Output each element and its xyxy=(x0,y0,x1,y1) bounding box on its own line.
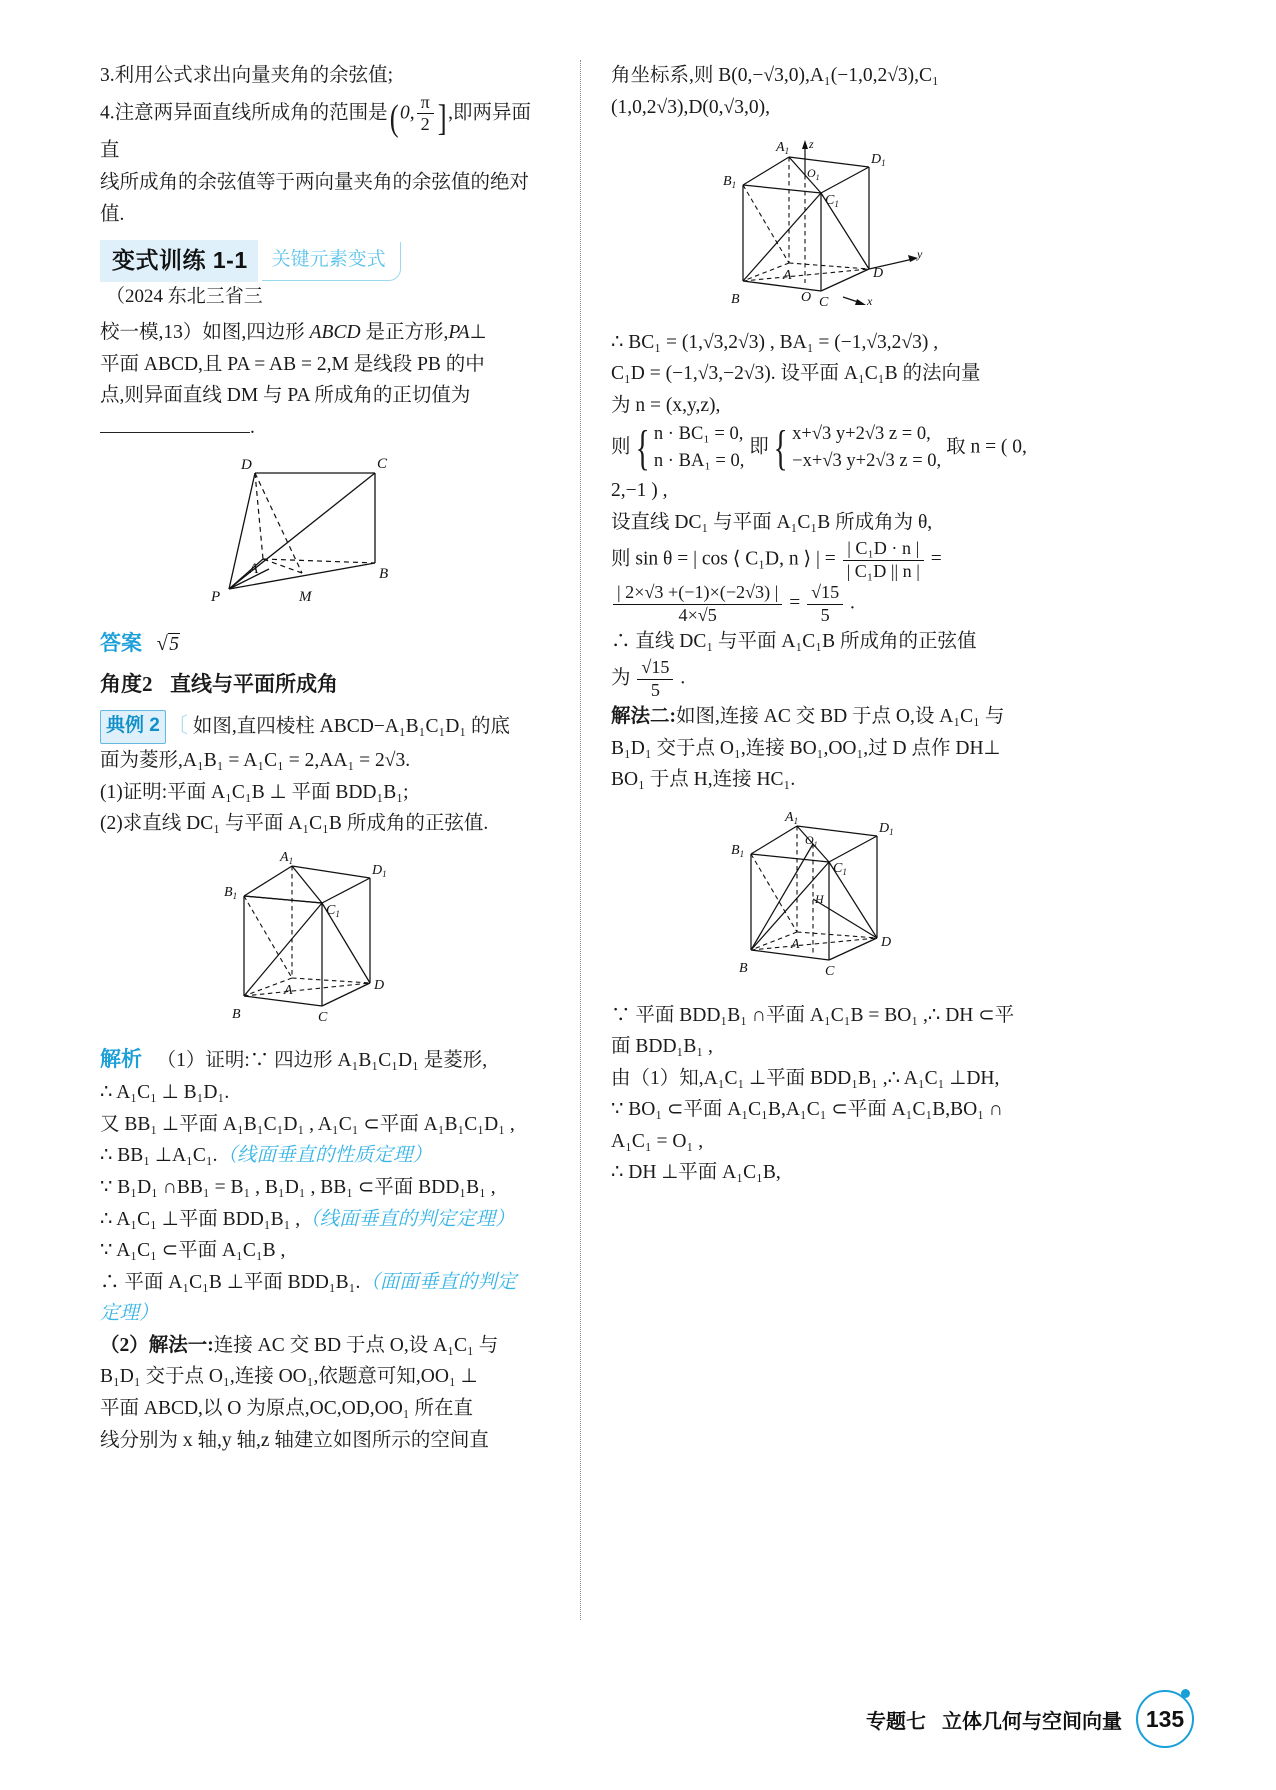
method2-line-3: BO₁ 于点 H,连接 HC₁. xyxy=(611,769,796,791)
svg-text:C1: $C_1$ xyxy=(326,902,340,919)
left-column xyxy=(100,60,566,1620)
part2-line-2: B₁D₁ 交于点 O₁,连接 OO₁,依题意可知,OO₁ ⊥ xyxy=(100,1366,478,1388)
analysis-line-6 xyxy=(100,1204,544,1236)
part2-line-4: 线分别为 x 轴,y 轴,z 轴建立如图所示的空间直 xyxy=(100,1429,489,1451)
coords-line-2: (1,0,2√3),D(0,√3,0), xyxy=(611,96,770,118)
variant-training-badge xyxy=(100,240,544,313)
svg-text:B1: $B_1$ xyxy=(730,843,744,859)
part2-line-3: 平面 ABCD,以 O 为原点,OC,OD,OO₁ 所在直 xyxy=(100,1398,473,1420)
figure-prism-basic xyxy=(100,848,544,1034)
normal-vector-system xyxy=(611,421,1046,475)
svg-text:A: A xyxy=(284,982,293,998)
sin-formula-line xyxy=(611,538,1046,582)
tip-item-4-rest: ,即两异面直 xyxy=(100,101,531,162)
page-footer xyxy=(100,1690,1194,1748)
tip-item-4-line3: 线所成角的余弦值等于两向量夹角的余弦值的绝对值. xyxy=(100,171,530,225)
variant-problem-line1 xyxy=(100,317,544,349)
answer-radicand: 5 xyxy=(169,634,179,655)
method2-line-2: B₁D₁ 交于点 O₁,连接 BO₁,OO₁,过 D 点作 DH⊥ xyxy=(611,737,1001,759)
result-fraction xyxy=(807,582,843,626)
footer-topic: 专题七 xyxy=(866,1710,926,1733)
svg-text:B: B xyxy=(738,961,748,976)
variant-badge-sub: 关键元素变式 xyxy=(262,242,401,281)
numeric-equals: = xyxy=(789,592,801,614)
svg-text:C: C xyxy=(377,456,388,473)
svg-text:C1: $C_1$ xyxy=(825,193,839,210)
sin-formula-fraction xyxy=(843,538,924,582)
svg-text:C: C xyxy=(824,964,834,979)
analysis-text-8: ∴ 平面 A₁C₁B ⊥平面 BDD₁B₁. xyxy=(100,1271,361,1293)
svg-text:D1: $D_1$ xyxy=(372,862,387,879)
right-column xyxy=(580,60,1046,1620)
example-line1 xyxy=(100,708,544,745)
two-denominator: 2 xyxy=(420,113,430,134)
svg-text:O1: $O_1$ xyxy=(807,166,820,183)
variant-line1-pa: PA xyxy=(448,322,470,344)
numeric-numerator: | 2×√3 +(−1)×(−2√3) | xyxy=(613,582,782,604)
coords-line-1: 角坐标系,则 B(0,−√3,0),A₁(−1,0,2√3),C₁ xyxy=(611,65,939,86)
analysis-note-2: （线面垂直的判定定理） xyxy=(300,1208,515,1230)
variant-badge-main: 变式训练 1-1 xyxy=(100,240,258,282)
example-sub2: (2)求直线 DC₁ 与平面 A₁C₁B 所成角的正弦值. xyxy=(100,813,489,835)
analysis-text-1: （1）证明:∵ 四边形 A₁B₁C₁D₁ 是菱形, xyxy=(156,1050,488,1072)
footer-text xyxy=(866,1705,1122,1734)
blank-period: . xyxy=(250,416,255,438)
result-numerator: √15 xyxy=(807,582,843,604)
brace-glyph-2: { xyxy=(773,420,788,475)
final-line-3: 由（1）知,A₁C₁ ⊥平面 BDD₁B₁ ,∴ A₁C₁ ⊥DH, xyxy=(611,1067,1000,1089)
system-row-2: n · BA₁ = 0, xyxy=(653,450,745,472)
sqrt-symbol: √ xyxy=(156,633,168,655)
final-line-6: ∴ DH ⊥平面 A₁C₁B, xyxy=(611,1162,781,1184)
page-number-badge xyxy=(1136,1690,1194,1748)
method2-text-1: 如图,连接 AC 交 BD 于点 O,设 A₁C₁ 与 xyxy=(676,706,1005,728)
svg-text:D: D xyxy=(241,457,252,474)
svg-text:A1: $A_1$ xyxy=(784,810,798,826)
analysis-line-7: ∵ A₁C₁ ⊂平面 A₁C₁B , xyxy=(100,1240,286,1262)
variant-source-head: （2024 东北三省三 xyxy=(106,286,263,308)
example-sub1: (1)证明:平面 A₁C₁B ⊥ 平面 BDD₁B₁; xyxy=(100,781,409,803)
two-column-layout xyxy=(100,60,1194,1620)
conclusion-line-1: ∴ 直线 DC₁ 与平面 A₁C₁B 所成角的正弦值 xyxy=(611,630,977,652)
answer-blank[interactable] xyxy=(100,413,250,433)
system-prefix-ze: 则 xyxy=(611,436,631,458)
tip-item-3: 3.利用公式求出向量夹角的余弦值; xyxy=(100,65,394,86)
system-row-4: −x+√3 y+2√3 z = 0, xyxy=(792,450,942,472)
interval-close-bracket: ] xyxy=(437,98,447,140)
svg-text:A: A xyxy=(249,561,259,578)
svg-text:z: z xyxy=(809,137,814,152)
analysis-line-5: ∵ B₁D₁ ∩BB₁ = B₁ , B₁D₁ , BB₁ ⊂平面 BDD₁B₁ , xyxy=(100,1177,496,1198)
final-line-2: 面 BDD₁B₁ , xyxy=(611,1036,713,1058)
angle-section-header xyxy=(100,667,544,702)
page-number: 135 xyxy=(1145,1705,1185,1732)
system-rows-left xyxy=(654,421,744,475)
conclusion-line-2 xyxy=(611,657,1046,701)
example-line2: 面为菱形,A₁B₁ = A₁C₁ = 2,AA₁ = 2√3. xyxy=(100,749,411,771)
final-line-5: A₁C₁ = O₁ , xyxy=(611,1130,704,1152)
analysis-note-1: （线面垂直的性质定理） xyxy=(217,1145,433,1167)
variant-line1-pre: 校一模,13）如图,四边形 xyxy=(100,322,310,344)
conclusion-numerator: √15 xyxy=(637,657,673,679)
svg-text:A: A xyxy=(783,268,792,284)
svg-text:C: C xyxy=(318,1009,328,1023)
conclusion-denominator: 5 xyxy=(650,679,660,700)
numeric-denominator: 4×√5 xyxy=(678,604,717,625)
method2-head: 解法二: xyxy=(611,706,676,728)
svg-text:O1: $O_1$ xyxy=(804,833,818,849)
system-brace-right xyxy=(769,421,941,475)
svg-text:x: x xyxy=(867,294,873,307)
svg-text:y: y xyxy=(917,247,923,262)
system-row-3: x+√3 y+2√3 z = 0, xyxy=(792,423,931,445)
answer-label: 答案 xyxy=(100,632,142,655)
figure-square-pyramid xyxy=(100,451,544,617)
angle-setup-line: 设直线 DC₁ 与平面 A₁C₁B 所成角为 θ, xyxy=(611,511,933,533)
analysis-text-6: ∴ A₁C₁ ⊥平面 BDD₁B₁ , xyxy=(100,1208,301,1230)
angle-prefix: 角度 xyxy=(100,673,142,697)
sin-formula-equals: = xyxy=(930,548,942,570)
analysis-note-4: 定理） xyxy=(100,1303,159,1325)
brace-glyph-1: { xyxy=(635,420,650,475)
analysis-line-4 xyxy=(100,1140,544,1172)
system-rows-right xyxy=(792,421,941,475)
angle-title: 直线与平面所成角 xyxy=(170,673,339,697)
variant-line1-abcd: ABCD xyxy=(309,322,361,344)
svg-text:B: B xyxy=(731,292,740,307)
analysis-line-1 xyxy=(100,1043,544,1077)
variant-answer-blank-line xyxy=(100,412,544,444)
sin-formula-lead: 则 sin θ = | cos ⟨ C₁D, n ⟩ | = xyxy=(611,548,836,570)
conclusion-fraction xyxy=(637,657,673,701)
analysis-line-2: ∴ A₁C₁ ⊥ B₁D₁. xyxy=(100,1082,230,1104)
analysis-line-3: 又 BB₁ ⊥平面 A₁B₁C₁D₁ , A₁C₁ ⊂平面 A₁B₁C₁D₁ , xyxy=(100,1113,515,1135)
part2-line-1 xyxy=(100,1330,544,1362)
svg-text:M: M xyxy=(299,589,312,606)
svg-text:C1: $C_1$ xyxy=(832,861,847,877)
answer-row xyxy=(100,627,544,661)
system-take: 取 n = ( 0, xyxy=(946,436,1027,458)
interval-left: 0, xyxy=(399,101,415,123)
example-line1-text: 如图,直四棱柱 ABCD−A₁B₁C₁D₁ 的底 xyxy=(192,716,511,738)
svg-text:D: D xyxy=(374,977,385,993)
vectors-line-1: ∴ BC₁ = (1,√3,2√3) , BA₁ = (−1,√3,2√3) , xyxy=(611,331,939,353)
interval-open-paren: ( xyxy=(389,98,399,140)
system-prefix-ji: 即 xyxy=(749,436,769,458)
numeric-period: . xyxy=(850,592,855,614)
analysis-label: 解析 xyxy=(100,1048,142,1072)
svg-text:C: C xyxy=(819,295,829,307)
pi-over-2 xyxy=(417,92,434,136)
svg-text:B: B xyxy=(232,1006,241,1022)
sin-formula-numerator: | C₁D · n | xyxy=(843,538,924,560)
system-take-line2: 2,−1 ) , xyxy=(611,480,668,502)
pi-numerator: π xyxy=(417,92,434,114)
svg-text:D: D xyxy=(880,935,891,950)
conclusion-pre: 为 xyxy=(611,667,631,689)
example-badge-tail: 〔 xyxy=(166,713,188,738)
conclusion-post: . xyxy=(680,667,686,689)
svg-text:B: B xyxy=(379,566,389,583)
svg-text:D: D xyxy=(873,266,884,282)
method2-line-1 xyxy=(611,701,1046,733)
svg-text:B1: $B_1$ xyxy=(224,884,238,901)
svg-text:D1: $D_1$ xyxy=(878,821,894,837)
tip-item-4 xyxy=(100,92,544,167)
tip-item-4-text: 4.注意两异面直线所成角的范围是 xyxy=(100,101,388,123)
footer-title: 立体几何与空间向量 xyxy=(942,1710,1122,1733)
variant-problem-line3: 点,则异面直线 DM 与 PA 所成角的正切值为 xyxy=(100,385,471,407)
svg-text:O: O xyxy=(801,290,812,306)
final-line-1: ∵ 平面 BDD₁B₁ ∩平面 A₁C₁B = BO₁ ,∴ DH ⊂平 xyxy=(611,1004,1015,1026)
variant-line1-perp: ⊥ xyxy=(469,322,487,344)
vectors-line-2: C₁D = (−1,√3,−2√3). 设平面 A₁C₁B 的法向量 xyxy=(611,363,981,385)
svg-text:P: P xyxy=(211,589,221,606)
part2-text-1: 连接 AC 交 BD 于点 O,设 A₁C₁ 与 xyxy=(213,1334,499,1356)
variant-problem-line2: 平面 ABCD,且 PA = AB = 2,M 是线段 PB 的中 xyxy=(100,353,485,375)
system-row-1: n · BC₁ = 0, xyxy=(653,423,744,445)
figure-prism-with-H xyxy=(611,804,1046,990)
part2-head: （2）解法一: xyxy=(100,1334,214,1356)
analysis-text-4: ∴ BB₁ ⊥A₁C₁. xyxy=(100,1145,218,1167)
svg-text:B1: $B_1$ xyxy=(723,174,737,191)
final-line-4: ∵ BO₁ ⊂平面 A₁C₁B,A₁C₁ ⊂平面 A₁C₁B,BO₁ ∩ xyxy=(611,1099,1004,1121)
angle-number: 2 xyxy=(142,672,153,697)
system-brace-left xyxy=(631,421,745,475)
figure-prism-axes xyxy=(611,131,1046,317)
variant-line1-mid: 是正方形, xyxy=(360,322,449,344)
svg-text:A1: $A_1$ xyxy=(280,849,294,866)
analysis-note-3: （面面垂直的判定 xyxy=(360,1271,517,1293)
example-badge: 典例 2 xyxy=(100,710,166,744)
analysis-line-8 xyxy=(100,1267,544,1299)
svg-text:A1: $A_1$ xyxy=(776,140,790,157)
sin-formula-denominator: | C₁D || n | xyxy=(846,560,920,581)
svg-text:H: H xyxy=(814,892,824,906)
result-denominator: 5 xyxy=(820,604,830,625)
numeric-fraction xyxy=(613,582,782,626)
svg-text:A: A xyxy=(790,937,800,952)
svg-text:D1: $D_1$ xyxy=(871,152,886,169)
vectors-line-3: 为 n = (x,y,z), xyxy=(611,394,721,416)
numeric-evaluation-line xyxy=(611,582,1046,626)
